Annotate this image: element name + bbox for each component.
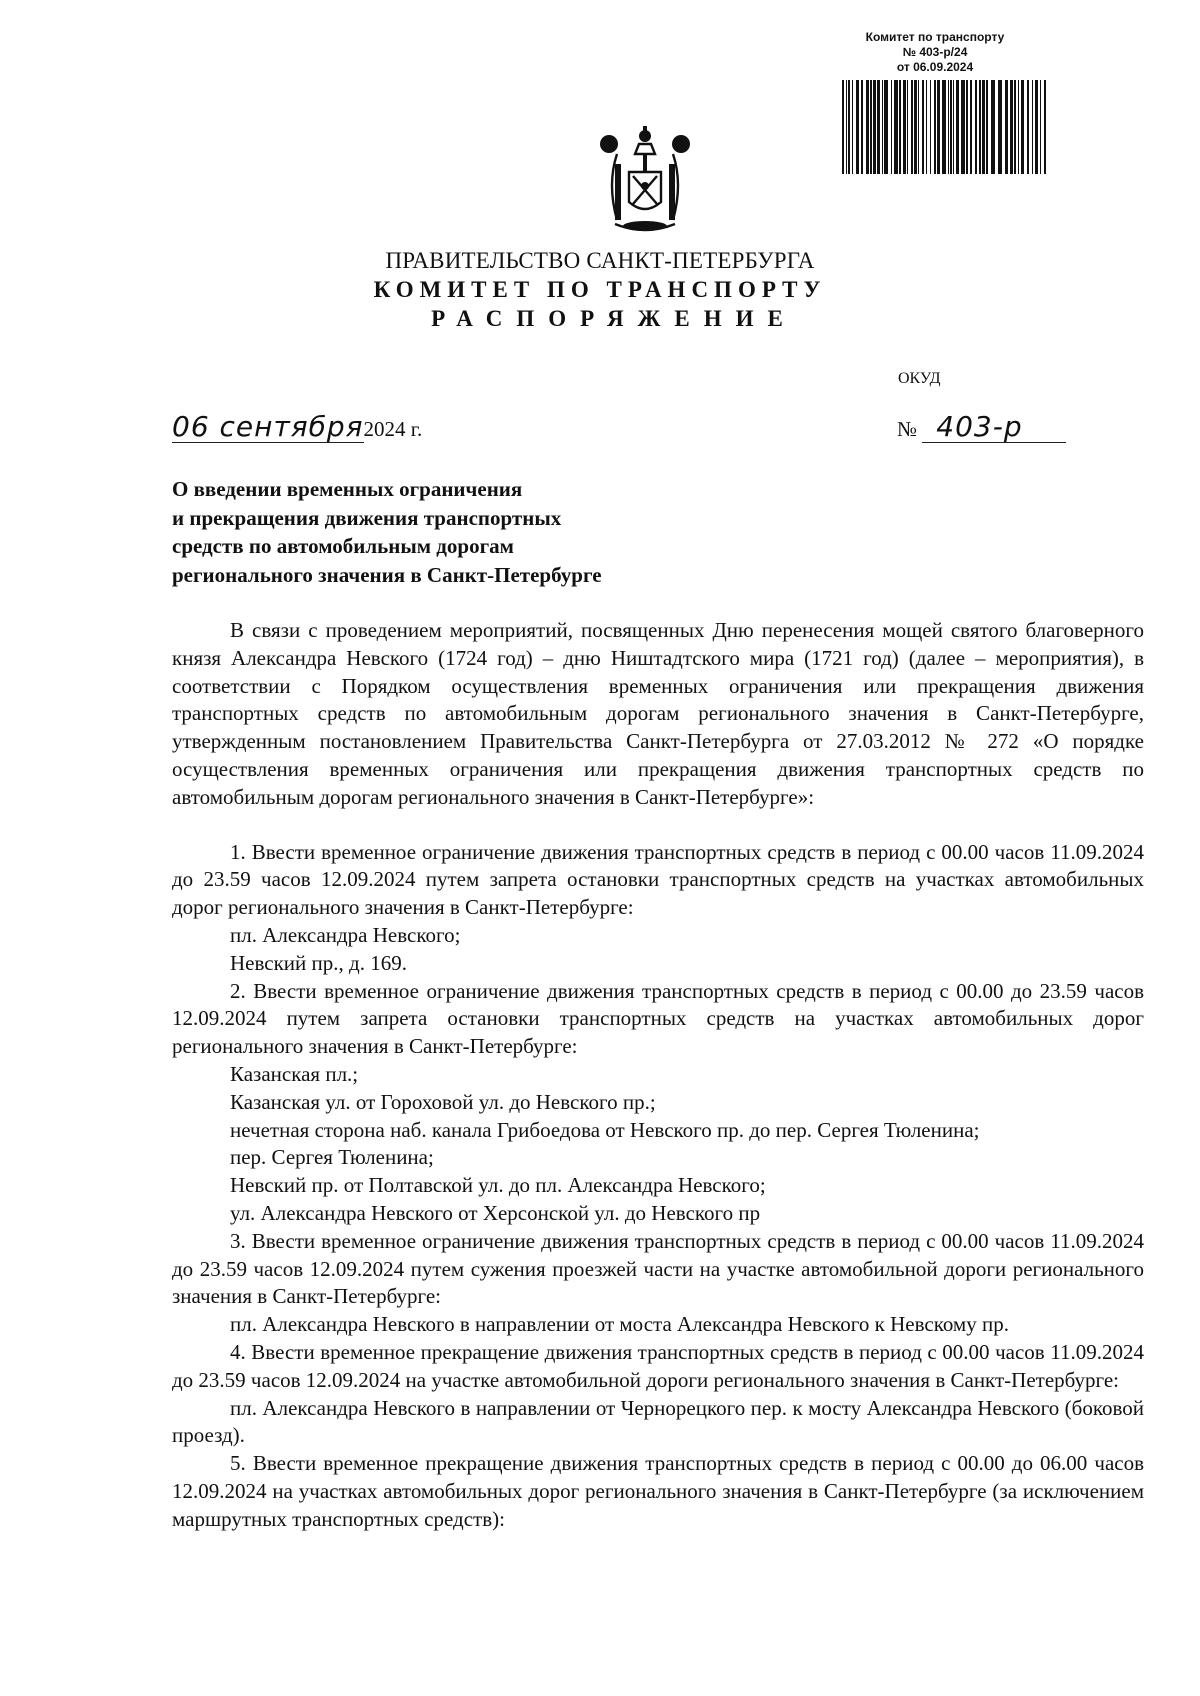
okud-label: ОКУД — [898, 370, 941, 387]
barcode-bar — [877, 80, 880, 174]
item-2-location: Казанская пл.; — [230, 1061, 359, 1086]
item-3-location: пл. Александра Невского в направлении от моста Александра Невского к Невскому пр. — [230, 1312, 1009, 1337]
barcode — [840, 80, 1050, 174]
barcode-bar — [953, 80, 954, 174]
registration-stamp — [820, 30, 1050, 75]
item-3: 3. Ввести временное ограничение движения транспортных средств в период с 00.00 часов 11.09.2024 до 23.59 часов 12.09.2024 путем сужения проезжей части на участке автомобильной дороги регионального значения в Санкт-Петербурге: — [172, 1228, 1144, 1309]
item-1: 1. Ввести временное ограничение движения транспортных средств в период с 00.00 часов 11.09.2024 до 23.59 часов 12.09.2024 путем запрета остановки транспортных средств на участках автомобильных дорог регионального значения в Санкт-Петербурге: — [172, 839, 1144, 920]
coat-of-arms-emblem — [595, 124, 695, 236]
barcode-bar — [998, 80, 1002, 174]
document-body — [172, 617, 1144, 1534]
barcode-bar — [884, 80, 888, 174]
item-2-location: Казанская ул. от Гороховой ул. до Невского пр.; — [230, 1089, 656, 1114]
barcode-bar — [1027, 80, 1029, 174]
item-2-location: пер. Сергея Тюленина; — [230, 1145, 434, 1170]
title-line: О введении временных ограничения — [172, 477, 523, 501]
barcode-bar — [930, 80, 931, 174]
barcode-bar — [1040, 80, 1041, 174]
barcode-bar — [914, 80, 917, 174]
barcode-bar — [866, 80, 869, 174]
item-5: 5. Ввести временное прекращение движения транспортных средств в период с 00.00 до 06.00 часов 12.09.2024 на участках автомобильных дорог регионального значения в Санкт-Петербурге (за исключением маршрутных транспортных средств): — [172, 1451, 1144, 1531]
barcode-bar — [975, 80, 977, 174]
barcode-bar — [894, 80, 898, 174]
handwritten-number: 403-р — [922, 412, 1066, 443]
barcode-bar — [1005, 80, 1008, 174]
barcode-bar — [846, 80, 847, 174]
barcode-bar — [1032, 80, 1033, 174]
item-2-location: ул. Александра Невского от Херсонской ул. до Невского пр — [230, 1200, 761, 1225]
barcode-bar — [982, 80, 985, 174]
title-line: и прекращения движения транспортных — [172, 505, 562, 530]
barcode-bar — [882, 80, 883, 174]
barcode-bar — [848, 80, 850, 174]
committee-heading: КОМИТЕТ ПО ТРАНСПОРТУ — [373, 277, 827, 302]
stamp-line-number: № 403-р/24 — [902, 45, 968, 59]
barcode-bar — [1010, 80, 1013, 174]
stamp-line-committee: Комитет по транспорту — [865, 30, 1005, 44]
item-2: 2. Ввести временное ограничение движения транспортных средств в период с 00.00 до 23.59 часов 12.09.2024 путем запрета остановки транспортных средств на участках автомобильных дорог регионального значения в Санкт-Петербурге: — [172, 978, 1144, 1059]
item-1-location: пл. Александра Невского; — [230, 922, 461, 947]
document-number — [897, 412, 1066, 443]
barcode-bar — [934, 80, 936, 174]
barcode-bar — [926, 80, 927, 174]
title-line: средств по автомобильным дорогам — [172, 534, 514, 558]
barcode-bar — [948, 80, 949, 174]
barcode-bar — [950, 80, 952, 174]
barcode-bar — [842, 80, 844, 174]
preamble-paragraph: В связи с проведением мероприятий, посвященных Дню перенесения мощей святого благоверного князя Александра Невского (1724 год) – дню Ништадтского мира (1721 год) (далее – мероприятия), в соответствии с Порядком осуществления временных ограничения или прекращения движения транспортных средств по автомобильным дорогам регионального значения в Санкт-Петербурге, утвержденным постановлением Правительства Санкт-Петербурга от 27.03.2012 № 272 «О порядке осуществления временных ограничения или прекращения движения транспортных средств по автомобильным дорогам регионального значения в Санкт-Петербурге»: — [172, 618, 1144, 809]
item-1-location: Невский пр., д. 169. — [230, 950, 407, 975]
barcode-bar — [852, 80, 853, 174]
date-year: 2024 г. — [363, 417, 423, 441]
document-type-heading: РАСПОРЯЖЕНИЕ — [431, 306, 797, 331]
barcode-bar — [970, 80, 972, 174]
barcode-bar — [1014, 80, 1016, 174]
item-2-location: нечетная сторона наб. канала Грибоедова от Невского пр. до пер. Сергея Тюленина; — [230, 1117, 980, 1142]
title-line: регионального значения в Санкт-Петербурге — [172, 562, 602, 587]
document-title — [172, 475, 732, 589]
government-heading: ПРАВИТЕЛЬСТВО САНКТ-ПЕТЕРБУРГА — [385, 248, 815, 273]
barcode-bar — [903, 80, 906, 174]
barcode-bar — [873, 80, 876, 174]
barcode-bar — [966, 80, 968, 174]
barcode-bar — [1035, 80, 1038, 174]
barcode-bar — [1021, 80, 1024, 174]
barcode-bar — [1018, 80, 1019, 174]
barcode-bar — [870, 80, 872, 174]
item-4-location: пл. Александра Невского в направлении от Чернорецкого пер. к мосту Александра Невского (боковой проезд). — [172, 1395, 1144, 1448]
document-date — [172, 412, 422, 443]
barcode-bar — [942, 80, 946, 174]
barcode-bar — [937, 80, 940, 174]
barcode-bar — [891, 80, 892, 174]
barcode-bar — [861, 80, 863, 174]
barcode-bar — [986, 80, 988, 174]
barcode-bar — [991, 80, 995, 174]
barcode-bar — [899, 80, 901, 174]
barcode-bar — [922, 80, 924, 174]
barcode-bar — [979, 80, 981, 174]
handwritten-date: 06 сентября — [172, 410, 364, 443]
number-sign: № — [897, 417, 918, 441]
barcode-bar — [911, 80, 913, 174]
barcode-bar — [1044, 80, 1046, 174]
barcode-bar — [961, 80, 965, 174]
barcode-bar — [907, 80, 908, 174]
item-2-location: Невский пр. от Полтавской ул. до пл. Александра Невского; — [230, 1173, 766, 1198]
barcode-bar — [956, 80, 959, 174]
item-4: 4. Ввести временное прекращение движения транспортных средств в период с 00.00 часов 11.09.2024 до 23.59 часов 12.09.2024 на участке автомобильной дороги регионального значения в Санкт-Петербурге: — [172, 1339, 1144, 1392]
barcode-bar — [856, 80, 859, 174]
barcode-bar — [918, 80, 919, 174]
stamp-line-date: от 06.09.2024 — [896, 60, 974, 74]
